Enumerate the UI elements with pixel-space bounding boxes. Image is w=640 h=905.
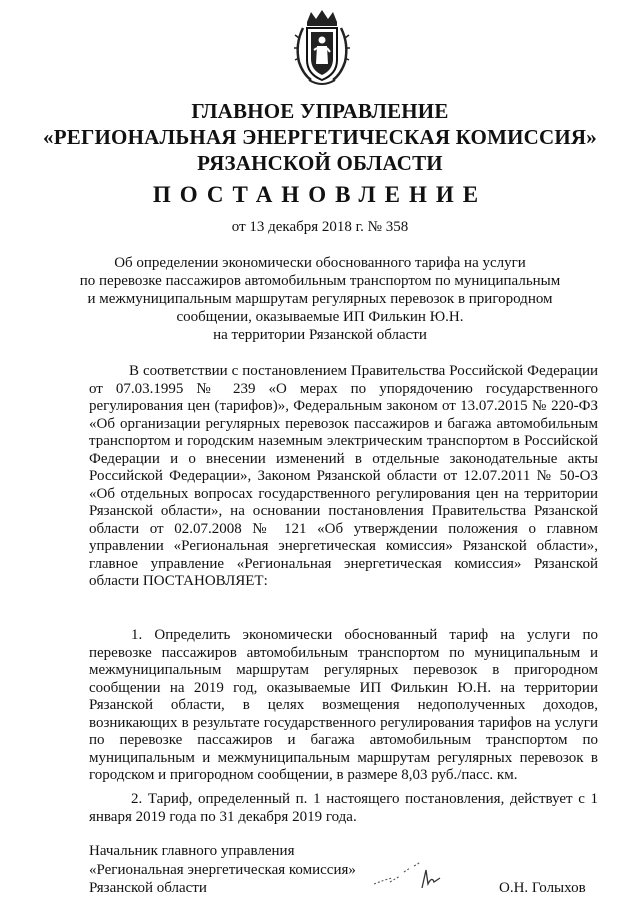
- document-date-number: от 13 декабря 2018 г. № 358: [231, 219, 409, 235]
- subject-line: Об определении экономически обоснованного тарифа на услуги: [114, 255, 526, 271]
- agency-name-line-3: РЯЗАНСКОЙ ОБЛАСТИ: [197, 151, 443, 175]
- agency-name-line-2: «РЕГИОНАЛЬНАЯ ЭНЕРГЕТИЧЕСКАЯ КОМИССИЯ»: [43, 125, 597, 149]
- resolution-item-2: 2. Тариф, определенный п. 1 настоящего постановления, действует с 1 января 2019 года по 31 декабря 2019 года.: [89, 791, 598, 825]
- subject-line: и межмуниципальным маршрутам регулярных перевозок в пригородном: [87, 291, 553, 307]
- subject-line: на территории Рязанской области: [213, 327, 427, 343]
- signatory-title-line: Начальник главного управления: [89, 843, 295, 859]
- coat-of-arms-icon: [293, 8, 351, 90]
- signature-block: [89, 842, 356, 898]
- document-subject: [60, 254, 580, 344]
- preamble-paragraph: В соответствии с постановлением Правительства Российской Федерации от 07.03.1995 № 239 «О мерах по упорядочению государственного регулирования цен (тарифов)», Федеральным законом от 13.07.2015 № 220-ФЗ «Об организации регулярных перевозок пассажиров и багажа автомобильным транспортом и городским наземным электрическим транспортом в Российской Федерации и о внесении изменений в отдельные законодательные акты Российской Федерации», Законом Рязанской области от 12.07.2011 № 50-ОЗ «Об отдельных вопросах государственного регулирования цен на территории Рязанской области», на основании постановления Правительства Рязанской области от 02.07.2008 № 121 «Об утверждении положения о главном управлении «Региональная энергетическая комиссия» Рязанской области», главное управление «Региональная энергетическая комиссия» Рязанской области ПОСТАНОВЛЯЕТ:: [89, 363, 598, 589]
- agency-name-line-1: ГЛАВНОЕ УПРАВЛЕНИЕ: [191, 99, 449, 123]
- signatory-title-line: Рязанской области: [89, 880, 207, 896]
- signatory-title-line: «Региональная энергетическая комиссия»: [89, 861, 356, 878]
- document-type-title: ПОСТАНОВЛЕНИЕ: [152, 182, 488, 207]
- subject-line: по перевозке пассажиров автомобильным транспортом по муниципальным: [79, 273, 561, 289]
- handwritten-signature: [370, 858, 450, 892]
- subject-line: сообщении, оказываемые ИП Филькин Ю.Н.: [176, 309, 464, 325]
- signatory-name: О.Н. Голыхов: [499, 880, 586, 896]
- resolution-item-1: 1. Определить экономически обоснованный тариф на услуги по перевозке пассажиров автомобильным транспортом по муниципальным и межмуниципальным маршрутам регулярных перевозок в пригородном сообщении на 2019 год, оказываемые ИП Филькин Ю.Н. на территории Рязанской области, в целях возмещения недополученных доходов, возникающих в результате государственного регулирования тарифов на услуги по перевозке пассажиров и багажа автомобильным транспортом по муниципальным и межмуниципальным маршрутам регулярных перевозок в городском и пригородном сообщении, в размере 8,03 руб./пасс. км.: [89, 627, 598, 783]
